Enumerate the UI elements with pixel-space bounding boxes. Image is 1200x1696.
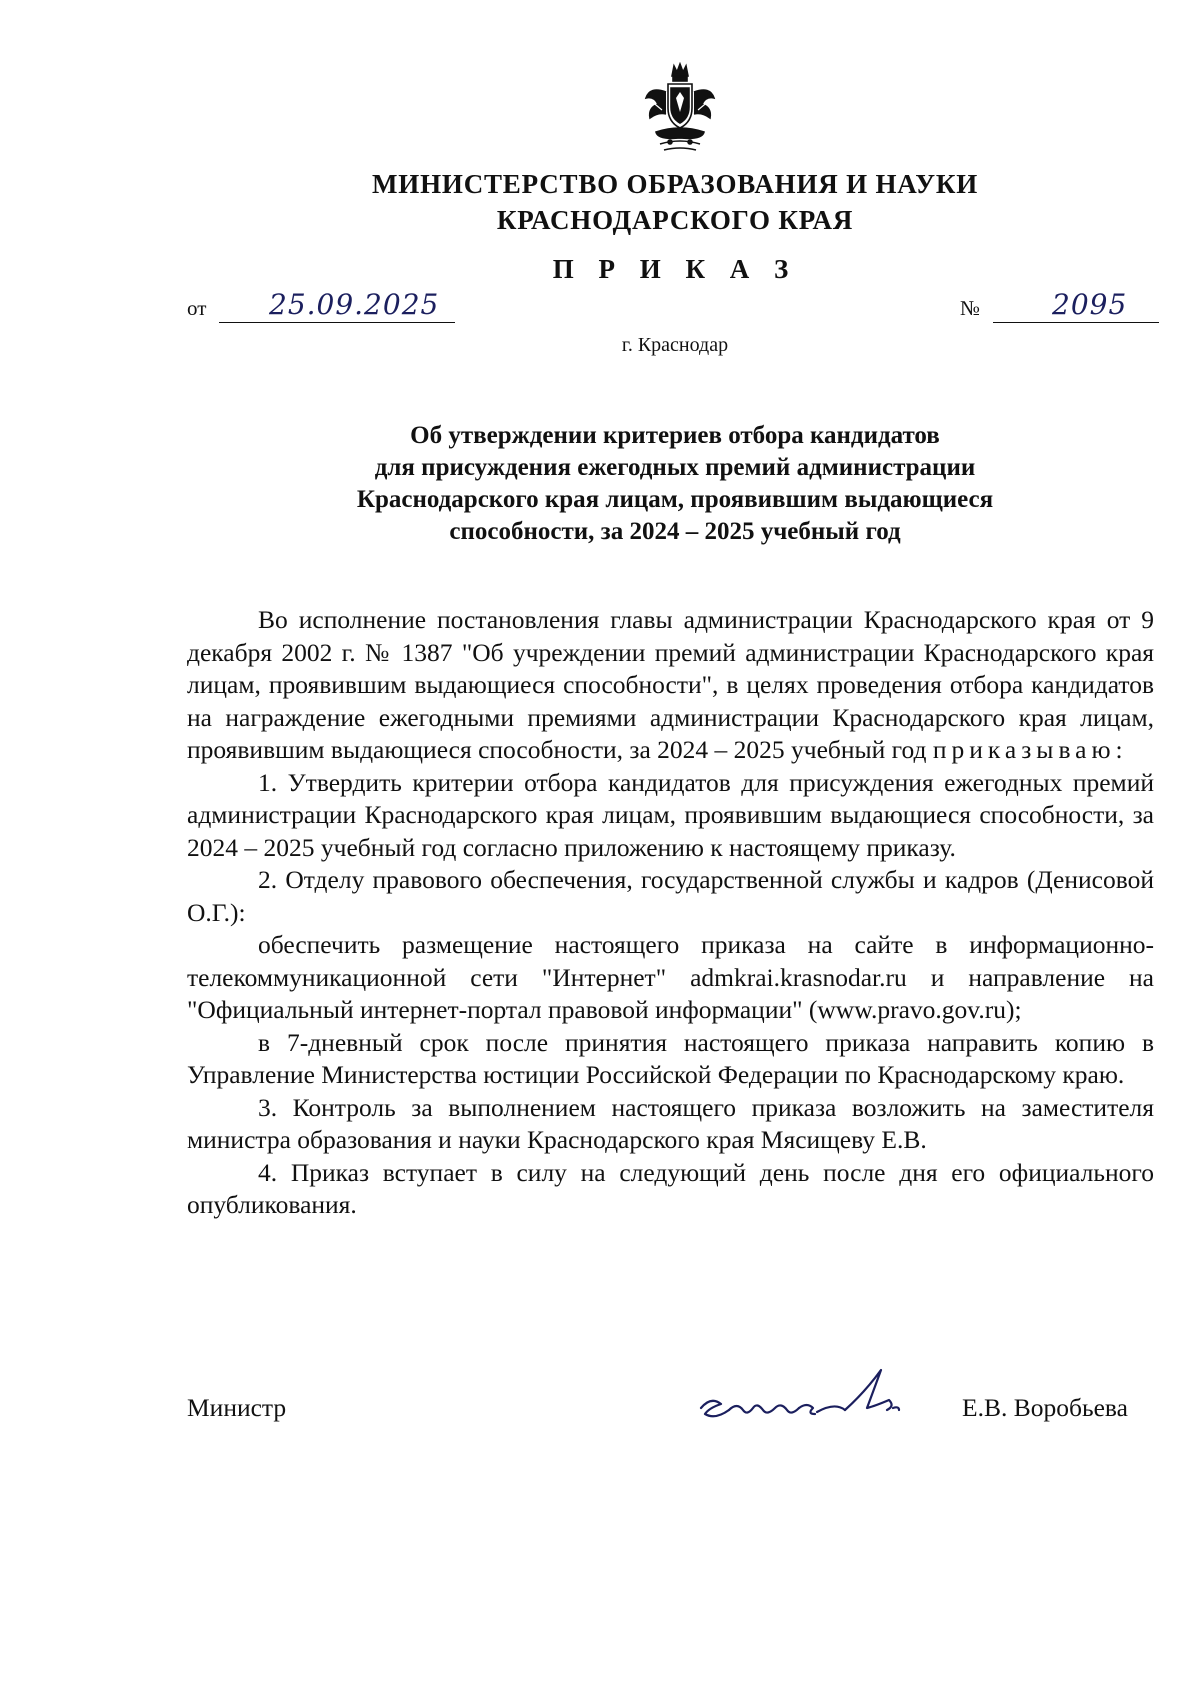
- ministry-name: [0, 166, 1200, 238]
- preamble-paragraph: [187, 604, 1154, 767]
- date-prefix: от: [187, 296, 207, 320]
- coat-of-arms-emblem: [640, 62, 720, 158]
- number-prefix: №: [960, 296, 981, 320]
- clause-2-item-1: обеспечить размещение настоящего приказа на сайте в информационно-телекоммуникационной сети "Интернет" admkrai.krasnodar.ru и направление на "Официальный интернет-портал правовой информации" (www.pravo.gov.ru);: [187, 930, 1154, 1024]
- clause-2: 2. Отделу правового обеспечения, государственной службы и кадров (Денисовой О.Г.):: [187, 865, 1154, 927]
- subject-line-4: способности, за 2024 – 2025 учебный год: [449, 518, 901, 545]
- subject-line-2: для присуждения ежегодных премий администрации: [374, 454, 976, 481]
- date-field: [187, 288, 440, 321]
- subject-line-3: Краснодарского края лицам, проявившим выдающиеся: [356, 486, 994, 513]
- number-underline: [993, 322, 1159, 323]
- clause-4: 4. Приказ вступает в силу на следующий день после дня его официального опубликования.: [187, 1157, 1154, 1219]
- date-underline: [219, 322, 455, 323]
- city: г. Краснодар: [621, 334, 729, 356]
- order-subject: [280, 420, 1070, 548]
- date-value: 25.09.2025: [269, 288, 440, 321]
- clause-2-item-2: в 7-дневный срок после принятия настоящего приказа направить копию в Управление Министерства юстиции Российской Федерации по Краснодарскому краю.: [187, 1027, 1154, 1089]
- handwritten-signature: [695, 1362, 925, 1432]
- subject-line-1: Об утверждении критериев отбора кандидатов: [410, 422, 940, 449]
- order-title: П Р И К А З: [552, 254, 798, 284]
- number-value: 2095: [1052, 288, 1128, 321]
- preamble-text: Во исполнение постановления главы администрации Краснодарского края от 9 декабря 2002 г. № 1387 "Об учреждении премий администрации Краснодарского края лицам, проявившим выдающиеся способности", в целях проведения отбора кандидатов на награждение ежегодными премиями администрации Краснодарского края лицам, проявившим выдающиеся способности, за 2024 – 2025 учебный год: [187, 605, 1154, 764]
- ministry-line-1: МИНИСТЕРСТВО ОБРАЗОВАНИЯ И НАУКИ: [372, 169, 978, 199]
- ministry-line-2: КРАСНОДАРСКОГО КРАЯ: [496, 205, 854, 235]
- clause-1: 1. Утвердить критерии отбора кандидатов для присуждения ежегодных премий администрации Краснодарского края лицам, проявившим выдающиеся способности, за 2024 – 2025 учебный год согласно приложению к настоящему приказу.: [187, 767, 1154, 862]
- signer-name: Е.В. Воробьева: [962, 1393, 1128, 1422]
- order-word: приказываю:: [932, 735, 1128, 764]
- order-body: [187, 604, 1154, 1222]
- number-field: [960, 288, 1128, 321]
- clause-3: 3. Контроль за выполнением настоящего приказа возложить на заместителя министра образования и науки Краснодарского края Мясищеву Е.В.: [187, 1092, 1154, 1154]
- signer-position: Министр: [187, 1393, 287, 1422]
